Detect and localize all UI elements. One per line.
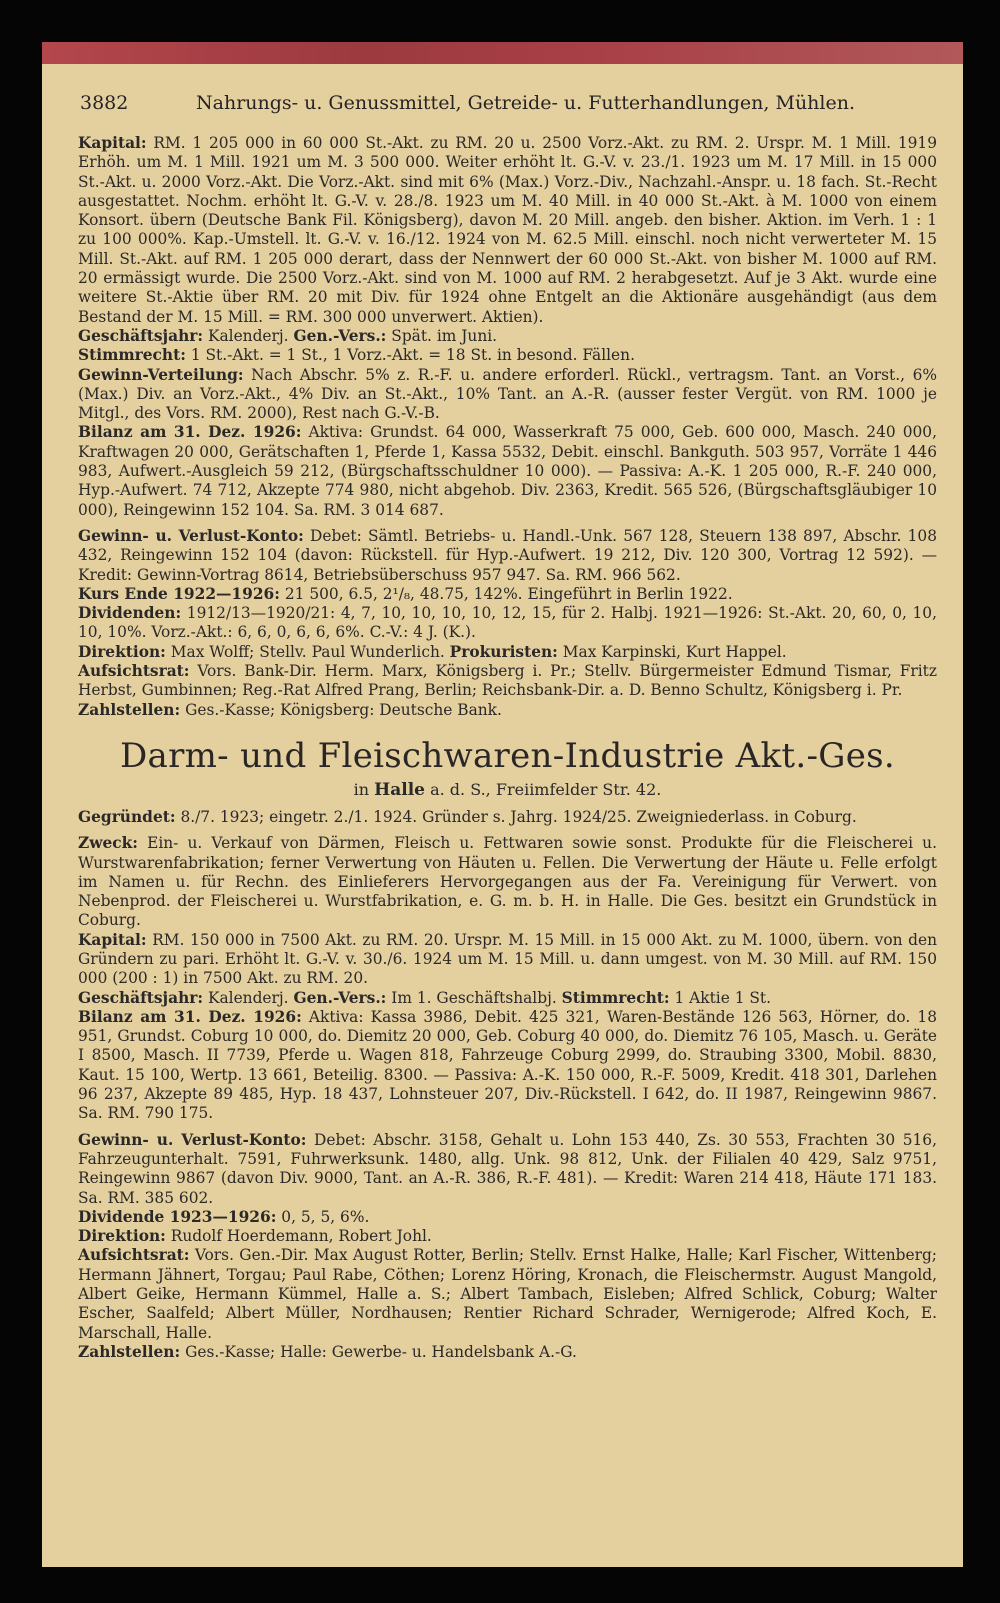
section2-gegruendet-label: Gegründet: xyxy=(78,807,176,826)
section1-dividenden xyxy=(78,604,937,643)
section2-zahlstellen xyxy=(78,1343,937,1362)
section2-direktion xyxy=(78,1227,937,1246)
section2-zahlstellen-label: Zahlstellen: xyxy=(78,1342,181,1361)
company-location-prefix: in xyxy=(353,779,370,799)
section2-genvers-text: Im 1. Geschäftshalbj. xyxy=(391,988,557,1007)
section1-stimmrecht xyxy=(78,346,937,365)
section1-geschaeftsjahr xyxy=(78,327,937,346)
section1-gewinn-verlust-label: Gewinn- u. Verlust-Konto: xyxy=(78,526,304,545)
section2-gewinn-verlust xyxy=(78,1131,937,1208)
section1-kurs-label: Kurs Ende 1922—1926: xyxy=(78,584,280,603)
section1-zahlstellen-text: Ges.-Kasse; Königsberg: Deutsche Bank. xyxy=(185,700,502,719)
section1-stimmrecht-text: 1 St.-Akt. = 1 St., 1 Vorz.-Akt. = 18 St. in besond. Fällen. xyxy=(190,346,635,365)
section1-prokuristen-label: Prokuristen: xyxy=(449,642,558,661)
section1-zahlstellen xyxy=(78,701,937,720)
document-page xyxy=(42,42,963,1567)
section1-geschaeftsjahr-text: Kalenderj. xyxy=(207,326,289,345)
section1-bilanz-label: Bilanz am 31. Dez. 1926: xyxy=(78,423,302,442)
section1-gewinnverteilung-label: Gewinn-Verteilung: xyxy=(78,365,244,384)
section2-gegruendet xyxy=(78,808,937,827)
section2-aufsichtsrat-label: Aufsichtsrat: xyxy=(78,1246,190,1265)
section1-prokuristen-text: Max Karpinski, Kurt Happel. xyxy=(562,642,787,661)
section2-bilanz xyxy=(78,1008,937,1124)
section1-dividenden-text: 1912/13—1920/21: 4, 7, 10, 10, 10, 10, 12, 15, für 2. Halbj. 1921—1926: St.-Akt. 20, 60, 0, 10, 10, 10%. Vorz.-Akt.: 6, 6, 0, 6, 6, 6%. C.-V.: 4 J. (K.). xyxy=(78,604,937,642)
section1-direktion-label: Direktion: xyxy=(78,642,166,661)
section2-kapital-label: Kapital: xyxy=(78,930,147,949)
section2-dividende xyxy=(78,1208,937,1227)
section2-aufsichtsrat-text: Vors. Gen.-Dir. Max August Rotter, Berlin; Stellv. Ernst Halke, Halle; Karl Fischer, Wittenberg; Hermann Jähnert, Torgau; Paul Rabe, Cöthen; Lorenz Höring, Kronach, die Fleischermstr. August Mangold, Albert Geike, Hermann Kümmel, Halle a. S.; Albert Tambach, Eisleben; Alfred Schlick, Coburg; Walter Escher, Saalfeld; Albert Müller, Nordhausen; Rentier Richard Schrader, Wernigerode; Alfred Koch, E. Marschall, Halle. xyxy=(78,1246,937,1342)
section2-gewinn-verlust-text: Debet: Abschr. 3158, Gehalt u. Lohn 153 440, Zs. 30 553, Frachten 30 516, Fahrzeugunterhalt. 7591, Fuhrwerksunk. 1480, allg. Unk. 98 812, Unk. der Filialen 40 429, Salz 9751, Reingewinn 9867 (davon Div. 9000, Tant. an A.-R. 386, R.-F. 481). — Kredit: Waren 214 418, Häute 171 183. Sa. RM. 385 602. xyxy=(78,1130,937,1207)
section2-geschaeftsjahr xyxy=(78,989,937,1008)
section1-kapital xyxy=(78,134,937,327)
section1-genvers-text: Spät. im Juni. xyxy=(391,326,498,345)
section2-zweck xyxy=(78,834,937,930)
section2-genvers-label: Gen.-Vers.: xyxy=(293,988,387,1007)
section1-gewinn-verlust xyxy=(78,527,937,585)
company-title: Darm- und Fleischwaren-Industrie Akt.-Ges. xyxy=(119,735,896,776)
section2-direktion-text: Rudolf Hoerdemann, Robert Johl. xyxy=(170,1227,432,1246)
section2-stimmrecht-text: 1 Aktie 1 St. xyxy=(674,988,772,1007)
section1-gewinnverteilung xyxy=(78,366,937,424)
page-body xyxy=(78,134,937,1362)
section1-gewinn-verlust-text: Debet: Sämtl. Betriebs- u. Handl.-Unk. 567 128, Steuern 138 897, Abschr. 108 432, Reingewinn 152 104 (davon: Rückstell. für Hyp.-Aufwert. 19 212, Div. 120 300, Vortrag 12 592). — Kredit: Gewinn-Vortrag 8614, Betriebsüberschuss 957 947. Sa. RM. 966 562. xyxy=(78,526,937,584)
section1-genvers-label: Gen.-Vers.: xyxy=(293,326,387,345)
section2-direktion-label: Direktion: xyxy=(78,1227,166,1246)
company-location-rest: a. d. S., Freiimfelder Str. 42. xyxy=(430,779,662,799)
section1-bilanz-text: Aktiva: Grundst. 64 000, Wasserkraft 75 000, Geb. 600 000, Masch. 240 000, Kraftwagen 20 000, Gerätschaften 1, Pferde 1, Kassa 5532, Debit. einschl. Bankguth. 503 957, Vorräte 1 446 983, Aufwert.-Ausgleich 59 212, (Bürgschaftsschuldner 10 000). — Passiva: A.-K. 1 205 000, R.-F. 240 000, Hyp.-Aufwert. 74 712, Akzepte 774 980, nicht abgehob. Div. 2363, Kredit. 565 526, (Bürgschaftsgläubiger 10 000), Reingewinn 152 104. Sa. RM. 3 014 687. xyxy=(78,423,937,519)
section2-kapital xyxy=(78,931,937,989)
section1-stimmrecht-label: Stimmrecht: xyxy=(78,346,186,365)
section2-geschaeftsjahr-label: Geschäftsjahr: xyxy=(78,988,204,1007)
section2-gewinn-verlust-label: Gewinn- u. Verlust-Konto: xyxy=(78,1130,307,1149)
section1-direktion-text: Max Wolff; Stellv. Paul Wunderlich. xyxy=(170,642,445,661)
section1-bilanz xyxy=(78,423,937,519)
section1-dividenden-label: Dividenden: xyxy=(78,604,182,623)
company-location xyxy=(78,780,937,800)
section2-bilanz-label: Bilanz am 31. Dez. 1926: xyxy=(78,1007,302,1026)
section2-gegruendet-text: 8./7. 1923; eingetr. 2./1. 1924. Gründer s. Jahrg. 1924/25. Zweigniederlass. in Coburg. xyxy=(180,807,857,826)
section1-aufsichtsrat-text: Vors. Bank-Dir. Herm. Marx, Königsberg i. Pr.; Stellv. Bürgermeister Edmund Tismar, Fritz Herbst, Gumbinnen; Reg.-Rat Alfred Prang, Berlin; Reichsbank-Dir. a. D. Benno Schultz, Königsberg i. Pr. xyxy=(78,662,937,700)
section2-kapital-text: RM. 150 000 in 7500 Akt. zu RM. 20. Urspr. M. 15 Mill. in 15 000 Akt. zu M. 1000, übern. von den Gründern zu pari. Erhöht lt. G.-V. v. 30./6. 1924 um M. 15 Mill. u. dann umgest. von M. 30 Mill. auf RM. 150 000 (200 : 1) in 7500 Akt. zu RM. 20. xyxy=(78,930,937,988)
section2-bilanz-text: Aktiva: Kassa 3986, Debit. 425 321, Waren-Bestände 126 563, Hörner, do. 18 951, Grundst. Coburg 10 000, do. Diemitz 20 000, Geb. Coburg 40 000, do. Diemitz 76 105, Masch. u. Geräte I 8500, Masch. II 7739, Pferde u. Wagen 818, Fahrzeuge Coburg 2999, do. Straubing 3300, Mobil. 8830, Kaut. 15 100, Wertp. 13 661, Beteilig. 8300. — Passiva: A.-K. 150 000, R.-F. 5009, Kredit. 418 301, Darlehen 96 237, Akzepte 89 485, Hyp. 18 437, Lohnsteuer 207, Div.-Rückstell. I 642, do. II 1987, Reingewinn 9867. Sa. RM. 790 175. xyxy=(78,1007,937,1123)
section2-zahlstellen-text: Ges.-Kasse; Halle: Gewerbe- u. Handelsbank A.-G. xyxy=(185,1342,577,1361)
section2-stimmrecht-label: Stimmrecht: xyxy=(561,988,670,1007)
section2-zweck-label: Zweck: xyxy=(78,834,138,853)
section2-zweck-text: Ein- u. Verkauf von Därmen, Fleisch u. Fettwaren sowie sonst. Produkte für die Fleischerei u. Wurstwarenfabrikation; ferner Verwertung von Häuten u. Fellen. Die Verwertung der Häute u. Felle erfolgt im Namen u. für Rechn. des Einlieferers Hervorgegangen aus der Fa. Vereinigung für Verwert. von Nebenprod. der Fleischerei u. Wurstfabrikation, e. G. m. b. H. in Halle. Die Ges. besitzt ein Grundstück in Coburg. xyxy=(78,834,937,930)
running-head: Nahrungs- u. Genussmittel, Getreide- u. Futterhandlungen, Mühlen. xyxy=(196,92,856,114)
section1-geschaeftsjahr-label: Geschäftsjahr: xyxy=(78,326,204,345)
section1-zahlstellen-label: Zahlstellen: xyxy=(78,700,181,719)
section2-aufsichtsrat xyxy=(78,1246,937,1342)
section2-dividende-text: 0, 5, 5, 6%. xyxy=(281,1207,370,1226)
section1-gewinnverteilung-text: Nach Abschr. 5% z. R.-F. u. andere erforderl. Rückl., vertragsm. Tant. an Vorst., 6% (Max.) Div. an Vorz.-Akt., 4% Div. an St.-Akt., 10% Tant. an A.-R. (ausser fester Vergüt. von RM. 1000 je Mitgl., des Vors. RM. 2000), Rest nach G.-V.-B. xyxy=(78,365,937,423)
section1-kurs-text: 21 500, 6.5, 2¹/₈, 48.75, 142%. Eingeführt in Berlin 1922. xyxy=(284,584,733,603)
section2-dividende-label: Dividende 1923—1926: xyxy=(78,1207,277,1226)
section1-aufsichtsrat-label: Aufsichtsrat: xyxy=(78,662,190,681)
section1-direktion xyxy=(78,643,937,662)
page-top-edge-strip xyxy=(42,42,963,64)
company-location-city: Halle xyxy=(374,779,425,800)
section1-kapital-text: RM. 1 205 000 in 60 000 St.-Akt. zu RM. 20 u. 2500 Vorz.-Akt. zu RM. 2. Urspr. M. 1 Mill. 1919 Erhöh. um M. 1 Mill. 1921 um M. 3 500 000. Weiter erhöht lt. G.-V. v. 23./1. 1923 um M. 17 Mill. in 15 000 St.-Akt. u. 2000 Vorz.-Akt. Die Vorz.-Akt. sind mit 6% (Max.) Vorz.-Div., Nachzahl.-Anspr. u. 18 fach. St.-Recht ausgestattet. Nochm. erhöht lt. G.-V. v. 28./8. 1923 um M. 40 Mill. in 40 000 St.-Akt. à M. 1000 von einem Konsort. übern (Deutsche Bank Fil. Königsberg), davon M. 20 Mill. angeb. den bisher. Aktion. im Verh. 1 : 1 zu 100 000%. Kap.-Umstell. lt. G.-V. v. 16./12. 1924 von M. 62.5 Mill. einschl. noch nicht verwerteter M. 15 Mill. St.-Akt. auf RM. 1 205 000 derart, dass der Nennwert der 60 000 St.-Akt. von bisher M. 1000 auf RM. 20 ermässigt wurde. Die 2500 Vorz.-Akt. sind von M. 1000 auf RM. 2 herabgesetzt. Auf je 3 Akt. wurde eine weitere St.-Aktie über RM. 20 mit Div. für 1924 ohne Entgelt an die Aktionäre ausgehändigt (aus dem Bestand der M. 15 Mill. = RM. 300 000 unverwert. Aktien). xyxy=(78,134,937,326)
section1-kurs xyxy=(78,585,937,604)
section1-kapital-label: Kapital: xyxy=(78,134,147,152)
page-number: 3882 xyxy=(80,92,129,114)
section2-geschaeftsjahr-text: Kalenderj. xyxy=(207,988,289,1007)
section1-aufsichtsrat xyxy=(78,662,937,701)
